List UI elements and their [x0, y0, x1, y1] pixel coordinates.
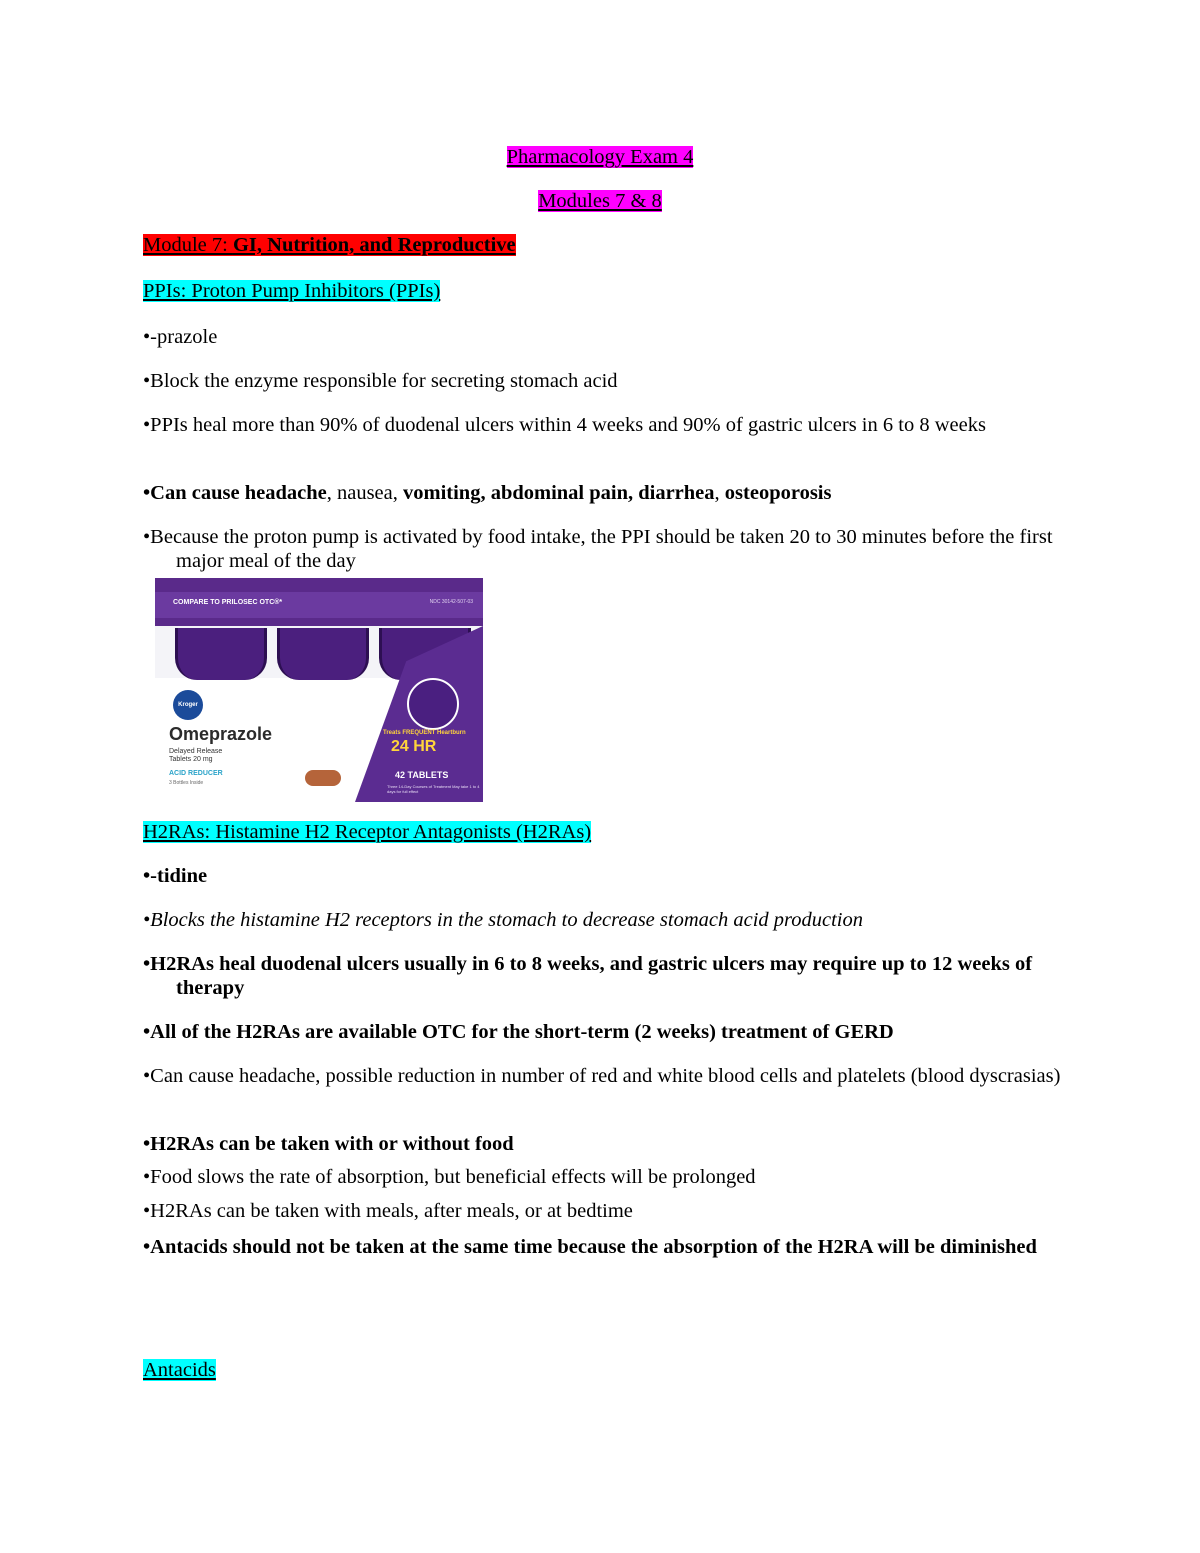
pill-icon [305, 770, 341, 786]
ppi-side-effects-b: , nausea, [326, 482, 403, 504]
product-desc-2: Tablets 20 mg [169, 756, 213, 763]
product-desc-1: Delayed Release [169, 748, 223, 755]
frequent-text: Treats FREQUENT Heartburn [383, 730, 466, 736]
ppi-side-effects-a: •Can cause headache [143, 482, 327, 504]
bottles-inside-text: 3 Bottles Inside [169, 780, 204, 786]
antacids-heading: Antacids [143, 1359, 216, 1381]
brand-logo: Kroger [173, 690, 203, 720]
h2ra-heading-line [143, 820, 591, 844]
h2ra-meals: •H2RAs can be taken with meals, after meals, or at bedtime [143, 1200, 633, 1222]
h2ra-heading: H2RAs: Histamine H2 Receptor Antagonists (H2RAs) [143, 821, 592, 843]
h2ra-food: •H2RAs can be taken with or without food [143, 1133, 514, 1155]
product-desc [169, 748, 222, 764]
bottle-2 [277, 628, 369, 680]
module7-heading-title: GI, Nutrition, and Reproductive [232, 234, 516, 256]
ppi-suffix: •-prazole [143, 326, 218, 348]
acid-reducer-text: ACID REDUCER [169, 770, 223, 777]
ppi-side-effects-e: osteoporosis [724, 482, 832, 504]
h2ra-side-effects: •Can cause headache, possible reduction in number of red and white blood cells and platelets (blood dyscrasias) [143, 1065, 1061, 1087]
ppi-side-effects-d: , [714, 482, 725, 504]
doc-subtitle-line [0, 189, 1200, 213]
ppi-heading-line [143, 279, 440, 303]
tablet-count: 42 TABLETS [395, 770, 449, 780]
ppi-side-effects [143, 481, 831, 505]
ppi-timing: •Because the proton pump is activated by food intake, the PPI should be taken 20 to 30 minutes before the first major meal of the day [143, 526, 1053, 572]
bottle-1 [175, 628, 267, 680]
doc-title-line [0, 145, 1200, 169]
h2ra-absorption: •Food slows the rate of absorption, but beneficial effects will be prolonged [143, 1166, 756, 1188]
antacids-heading-line [143, 1358, 216, 1382]
seal-icon [407, 678, 459, 730]
course-text: Three 14-Day Courses of Treatment May take 1 to 4 days for full effect [387, 784, 480, 794]
h2ra-antacids-note: •Antacids should not be taken at the same time because the absorption of the H2RA will be diminished [143, 1236, 1037, 1258]
h2ra-healing: •H2RAs heal duodenal ulcers usually in 6 to 8 weeks, and gastric ulcers may require up to 12 weeks of therapy [143, 953, 1033, 999]
ppi-heading: PPIs: Proton Pump Inhibitors (PPIs) [143, 280, 441, 302]
module7-heading-prefix: Module 7: [143, 234, 233, 256]
h2ra-suffix: •-tidine [143, 865, 208, 887]
doc-title: Pharmacology Exam 4 [506, 146, 694, 168]
h2ra-mechanism: •Blocks the histamine H2 receptors in the stomach to decrease stomach acid production [143, 909, 863, 931]
ppi-mechanism: •Block the enzyme responsible for secreting stomach acid [143, 370, 618, 392]
ndc-text: NDC 30142-507-03 [429, 599, 473, 605]
h2ra-otc: •All of the H2RAs are available OTC for the short-term (2 weeks) treatment of GERD [143, 1021, 894, 1043]
product-name: Omeprazole [169, 724, 273, 744]
hours-text: 24 HR [391, 738, 437, 755]
ppi-side-effects-c: vomiting, abdominal pain, diarrhea [403, 482, 715, 504]
ppi-healing: •PPIs heal more than 90% of duodenal ulcers within 4 weeks and 90% of gastric ulcers in 6 to 8 weeks [143, 414, 986, 436]
compare-text: COMPARE TO PRILOSEC OTC®* [173, 599, 283, 606]
module7-heading [143, 233, 516, 257]
omeprazole-product-image [155, 578, 483, 802]
doc-subtitle: Modules 7 & 8 [538, 190, 662, 212]
